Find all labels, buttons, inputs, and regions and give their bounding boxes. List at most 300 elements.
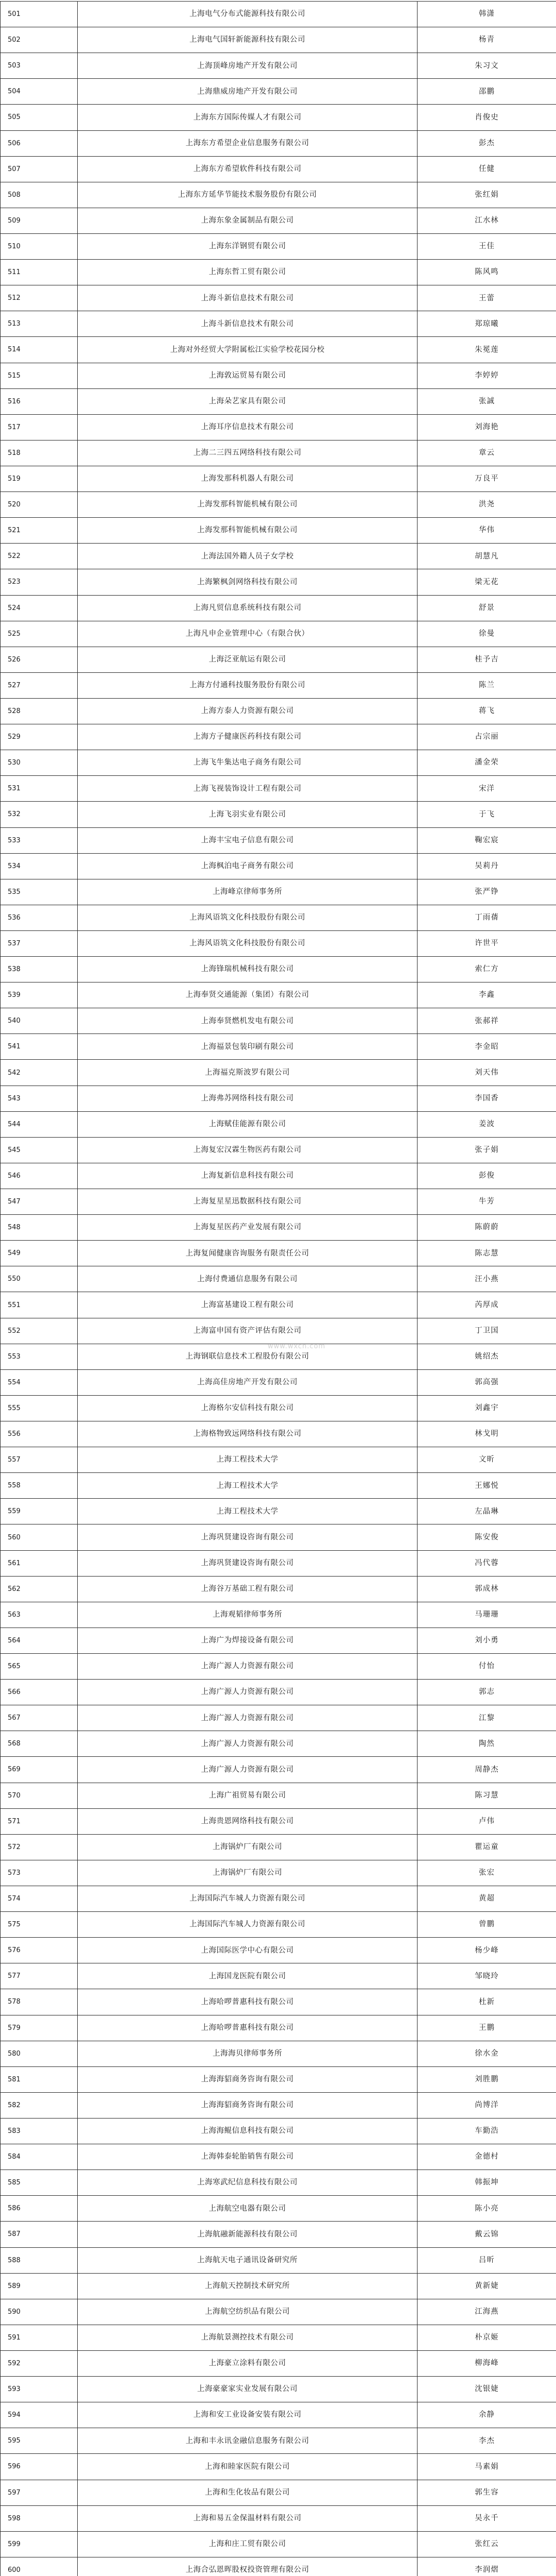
contact-name: 李杰: [418, 2428, 556, 2454]
table-row: [1, 957, 556, 982]
row-number: 582: [1, 2092, 78, 2118]
company-name: 上海哈啰普惠科技有限公司: [78, 2015, 418, 2041]
table-row: [1, 1266, 556, 1292]
company-name: 上海海鲲信息科技有限公司: [78, 2118, 418, 2144]
company-name: 上海观韬律师事务所: [78, 1602, 418, 1628]
table-row: [1, 1524, 556, 1550]
contact-name: 李金昭: [418, 1034, 556, 1060]
row-number: 553: [1, 1344, 78, 1369]
company-name: 上海哈啰普惠科技有限公司: [78, 1989, 418, 2015]
row-number: 589: [1, 2273, 78, 2299]
row-number: 516: [1, 388, 78, 414]
contact-name: 张郝祥: [418, 1008, 556, 1034]
row-number: 600: [1, 2557, 78, 2576]
table-row: [1, 1215, 556, 1241]
table-row: [1, 1731, 556, 1757]
row-number: 550: [1, 1266, 78, 1292]
company-name: 上海复星星迅数据科技有限公司: [78, 1189, 418, 1215]
row-number: 570: [1, 1783, 78, 1808]
table-row: [1, 2454, 556, 2480]
contact-name: 沈银婕: [418, 2377, 556, 2402]
table-row: [1, 1938, 556, 1963]
table-row: [1, 518, 556, 544]
contact-name: 桂予吉: [418, 647, 556, 672]
row-number: 584: [1, 2144, 78, 2170]
row-number: 523: [1, 569, 78, 595]
contact-name: 占宗丽: [418, 724, 556, 750]
contact-name: 王佳: [418, 233, 556, 259]
table-row: [1, 2066, 556, 2092]
company-name: 上海方泰人力资源有限公司: [78, 698, 418, 724]
contact-name: 李润熠: [418, 2557, 556, 2576]
table-row: [1, 388, 556, 414]
row-number: 571: [1, 1808, 78, 1834]
company-name: 上海发那科机器人有限公司: [78, 466, 418, 492]
table-row: [1, 2402, 556, 2428]
company-name: 上海风语筑文化科技股份有限公司: [78, 905, 418, 930]
table-row: [1, 233, 556, 259]
row-number: 503: [1, 53, 78, 79]
row-number: 576: [1, 1938, 78, 1963]
company-name: 上海东方延华节能技术服务股份有限公司: [78, 182, 418, 208]
row-number: 527: [1, 672, 78, 698]
contact-name: 郭成林: [418, 1576, 556, 1602]
contact-name: 戴云锦: [418, 2222, 556, 2247]
company-name: 上海和生化妆品有限公司: [78, 2480, 418, 2505]
table-row: [1, 27, 556, 53]
company-name: 上海锅炉厂有限公司: [78, 1834, 418, 1860]
contact-name: 索仁方: [418, 957, 556, 982]
company-name: 上海二三四五网络科技有限公司: [78, 440, 418, 466]
company-name: 上海寒武纪信息科技有限公司: [78, 2170, 418, 2196]
contact-name: 于飞: [418, 802, 556, 827]
row-number: 560: [1, 1524, 78, 1550]
row-number: 591: [1, 2325, 78, 2350]
table-row: [1, 2273, 556, 2299]
company-name: 上海航空电器有限公司: [78, 2196, 418, 2222]
contact-name: 刘小勇: [418, 1628, 556, 1653]
table-row: [1, 156, 556, 182]
contact-name: 朴京姬: [418, 2325, 556, 2350]
contact-name: 李国香: [418, 1086, 556, 1111]
contact-name: 江海燕: [418, 2299, 556, 2325]
table-row: [1, 1447, 556, 1473]
company-name: 上海谷万基础工程有限公司: [78, 1576, 418, 1602]
table-row: [1, 1369, 556, 1395]
table-row: [1, 930, 556, 956]
contact-name: 舒景: [418, 595, 556, 621]
table-row: [1, 2247, 556, 2273]
table-row: [1, 2222, 556, 2247]
row-number: 539: [1, 982, 78, 1008]
contact-name: 杜新: [418, 1989, 556, 2015]
company-name: 上海斗新信息技术有限公司: [78, 311, 418, 337]
contact-name: 王鹏: [418, 2015, 556, 2041]
table-row: [1, 724, 556, 750]
row-number: 564: [1, 1628, 78, 1653]
table-row: [1, 130, 556, 156]
table-row: [1, 466, 556, 492]
table-row: [1, 285, 556, 311]
company-name: 上海复星医药产业发展有限公司: [78, 1215, 418, 1241]
company-name: 上海和易五金保温材料有限公司: [78, 2505, 418, 2531]
table-row: [1, 2480, 556, 2505]
table-row: [1, 2092, 556, 2118]
contact-name: 江水林: [418, 208, 556, 233]
contact-name: 任健: [418, 156, 556, 182]
table-row: [1, 363, 556, 388]
row-number: 520: [1, 492, 78, 518]
contact-name: 郭志: [418, 1680, 556, 1705]
contact-name: 卢伟: [418, 1808, 556, 1834]
company-name: 上海朵艺家具有限公司: [78, 388, 418, 414]
row-number: 511: [1, 260, 78, 285]
row-number: 502: [1, 27, 78, 53]
contact-name: 韩振坤: [418, 2170, 556, 2196]
table-row: [1, 2350, 556, 2376]
contact-name: 张红云: [418, 2531, 556, 2557]
table-row: [1, 2196, 556, 2222]
row-number: 504: [1, 79, 78, 105]
roster-table: [0, 1, 556, 2576]
company-name: 上海东洋钢贸有限公司: [78, 233, 418, 259]
table-row: [1, 1886, 556, 1911]
company-name: 上海方子健康医药科技有限公司: [78, 724, 418, 750]
company-name: 上海国龙医院有限公司: [78, 1963, 418, 1989]
row-number: 554: [1, 1369, 78, 1395]
company-name: 上海鼎威房地产开发有限公司: [78, 79, 418, 105]
company-name: 上海海貂商务咨询有限公司: [78, 2066, 418, 2092]
contact-name: 柳海峰: [418, 2350, 556, 2376]
table-row: [1, 53, 556, 79]
row-number: 599: [1, 2531, 78, 2557]
contact-name: 周静杰: [418, 1757, 556, 1783]
row-number: 508: [1, 182, 78, 208]
company-name: 上海赋佳能源有限公司: [78, 1111, 418, 1137]
contact-name: 陈安俊: [418, 1524, 556, 1550]
contact-name: 黄超: [418, 1886, 556, 1911]
table-row: [1, 2118, 556, 2144]
contact-name: 李鑫: [418, 982, 556, 1008]
row-number: 578: [1, 1989, 78, 2015]
company-name: 上海国际汽车城人力资源有限公司: [78, 1886, 418, 1911]
table-row: [1, 647, 556, 672]
table-row: [1, 1034, 556, 1060]
row-number: 533: [1, 827, 78, 853]
company-name: 上海电气国轩新能源科技有限公司: [78, 27, 418, 53]
contact-name: 左晶琳: [418, 1499, 556, 1524]
row-number: 522: [1, 544, 78, 569]
contact-name: 鞠宏宸: [418, 827, 556, 853]
row-number: 524: [1, 595, 78, 621]
contact-name: 徐水金: [418, 2041, 556, 2066]
contact-name: 汪小燕: [418, 1266, 556, 1292]
row-number: 515: [1, 363, 78, 388]
company-name: 上海巩贤建设咨询有限公司: [78, 1524, 418, 1550]
company-name: 上海工程技术大学: [78, 1499, 418, 1524]
company-name: 上海飞视装饰设计工程有限公司: [78, 776, 418, 802]
row-number: 565: [1, 1654, 78, 1680]
company-name: 上海福克斯波罗有限公司: [78, 1060, 418, 1086]
row-number: 510: [1, 233, 78, 259]
company-name: 上海奉贤燃机发电有限公司: [78, 1008, 418, 1034]
row-number: 598: [1, 2505, 78, 2531]
row-number: 581: [1, 2066, 78, 2092]
table-row: [1, 1060, 556, 1086]
company-name: 上海复新信息科技有限公司: [78, 1163, 418, 1189]
contact-name: 陶然: [418, 1731, 556, 1757]
company-name: 上海航空纺织品有限公司: [78, 2299, 418, 2325]
contact-name: 邹晓玲: [418, 1963, 556, 1989]
table-row: [1, 1111, 556, 1137]
company-name: 上海豪立涂料有限公司: [78, 2350, 418, 2376]
row-number: 595: [1, 2428, 78, 2454]
table-row: [1, 1137, 556, 1163]
contact-name: 付怡: [418, 1654, 556, 1680]
table-row: [1, 1499, 556, 1524]
contact-name: 彭俊: [418, 1163, 556, 1189]
row-number: 530: [1, 750, 78, 776]
contact-name: 朱冕莲: [418, 337, 556, 363]
row-number: 585: [1, 2170, 78, 2196]
contact-name: 丁卫国: [418, 1318, 556, 1344]
contact-name: 韩潇: [418, 2, 556, 27]
contact-name: 吴莉丹: [418, 853, 556, 879]
row-number: 546: [1, 1163, 78, 1189]
row-number: 518: [1, 440, 78, 466]
table-row: [1, 492, 556, 518]
company-name: 上海风语筑文化科技股份有限公司: [78, 930, 418, 956]
table-row: [1, 1163, 556, 1189]
company-name: 上海广祖贸易有限公司: [78, 1783, 418, 1808]
contact-name: 丁雨蒨: [418, 905, 556, 930]
table-row: [1, 1576, 556, 1602]
row-number: 517: [1, 414, 78, 440]
row-number: 580: [1, 2041, 78, 2066]
contact-name: 陈兰: [418, 672, 556, 698]
row-number: 549: [1, 1241, 78, 1266]
row-number: 566: [1, 1680, 78, 1705]
company-name: 上海锅炉厂有限公司: [78, 1860, 418, 1886]
company-name: 上海奉贤交通能源（集团）有限公司: [78, 982, 418, 1008]
company-name: 上海格尔安信科技有限公司: [78, 1395, 418, 1421]
row-number: 540: [1, 1008, 78, 1034]
contact-name: 许世平: [418, 930, 556, 956]
row-number: 519: [1, 466, 78, 492]
contact-name: 陈习慧: [418, 1783, 556, 1808]
contact-name: 金德村: [418, 2144, 556, 2170]
row-number: 513: [1, 311, 78, 337]
company-name: 上海广源人力资源有限公司: [78, 1654, 418, 1680]
company-name: 上海高佳房地产开发有限公司: [78, 1369, 418, 1395]
table-row: [1, 544, 556, 569]
row-number: 535: [1, 879, 78, 905]
table-row: [1, 1705, 556, 1731]
table-row: [1, 1654, 556, 1680]
company-name: 上海东哲工贸有限公司: [78, 260, 418, 285]
table-row: [1, 2428, 556, 2454]
table-row: [1, 1783, 556, 1808]
row-number: 559: [1, 1499, 78, 1524]
row-number: 536: [1, 905, 78, 930]
contact-name: 牛芳: [418, 1189, 556, 1215]
company-name: 上海繁枫剑网络科技有限公司: [78, 569, 418, 595]
contact-name: 吕昕: [418, 2247, 556, 2273]
table-row: [1, 698, 556, 724]
contact-name: 胡慧凡: [418, 544, 556, 569]
table-row: [1, 802, 556, 827]
contact-name: 杨青: [418, 27, 556, 53]
row-number: 577: [1, 1963, 78, 1989]
roster-sheet: [0, 1, 556, 2576]
table-row: [1, 1628, 556, 1653]
table-row: [1, 1680, 556, 1705]
contact-name: 余静: [418, 2402, 556, 2428]
company-name: 上海和安工业设备安装有限公司: [78, 2402, 418, 2428]
company-name: 上海对外经贸大学附属松江实验学校花园分校: [78, 337, 418, 363]
contact-name: 宋洋: [418, 776, 556, 802]
contact-name: 芮厚成: [418, 1292, 556, 1318]
row-number: 569: [1, 1757, 78, 1783]
row-number: 563: [1, 1602, 78, 1628]
contact-name: 张子娟: [418, 1137, 556, 1163]
contact-name: 曾鹏: [418, 1912, 556, 1938]
watermark: www.wxcn.com: [268, 1343, 326, 1350]
contact-name: 华伟: [418, 518, 556, 544]
contact-name: 徐曼: [418, 621, 556, 647]
row-number: 562: [1, 1576, 78, 1602]
row-number: 512: [1, 285, 78, 311]
table-row: [1, 2505, 556, 2531]
contact-name: 姚绍杰: [418, 1344, 556, 1369]
table-row: [1, 1189, 556, 1215]
company-name: 上海和睦家医院有限公司: [78, 2454, 418, 2480]
table-row: [1, 1008, 556, 1034]
table-row: [1, 569, 556, 595]
contact-name: 林戈明: [418, 1421, 556, 1447]
table-row: [1, 595, 556, 621]
company-name: 上海广源人力资源有限公司: [78, 1705, 418, 1731]
contact-name: 刘海艳: [418, 414, 556, 440]
contact-name: 彭杰: [418, 130, 556, 156]
row-number: 505: [1, 105, 78, 130]
table-row: [1, 1550, 556, 1576]
contact-name: 郭高强: [418, 1369, 556, 1395]
table-row: [1, 1292, 556, 1318]
row-number: 509: [1, 208, 78, 233]
contact-name: 张严铮: [418, 879, 556, 905]
table-row: [1, 879, 556, 905]
row-number: 532: [1, 802, 78, 827]
contact-name: 张誠: [418, 388, 556, 414]
row-number: 541: [1, 1034, 78, 1060]
company-name: 上海付费通信息服务有限公司: [78, 1266, 418, 1292]
row-number: 561: [1, 1550, 78, 1576]
company-name: 上海枫泊电子商务有限公司: [78, 853, 418, 879]
company-name: 上海国际汽车城人力资源有限公司: [78, 1912, 418, 1938]
company-name: 上海格物致远网络科技有限公司: [78, 1421, 418, 1447]
row-number: 514: [1, 337, 78, 363]
row-number: 583: [1, 2118, 78, 2144]
contact-name: 王娜悦: [418, 1473, 556, 1499]
company-name: 上海海贝律师事务所: [78, 2041, 418, 2066]
row-number: 586: [1, 2196, 78, 2222]
row-number: 594: [1, 2402, 78, 2428]
row-number: 574: [1, 1886, 78, 1911]
contact-name: 梁无花: [418, 569, 556, 595]
contact-name: 姜波: [418, 1111, 556, 1137]
contact-name: 李婷婷: [418, 363, 556, 388]
company-name: 上海峰京律师事务所: [78, 879, 418, 905]
row-number: 537: [1, 930, 78, 956]
contact-name: 刘天伟: [418, 1060, 556, 1086]
table-row: [1, 2531, 556, 2557]
table-row: [1, 311, 556, 337]
row-number: 575: [1, 1912, 78, 1938]
row-number: 542: [1, 1060, 78, 1086]
row-number: 526: [1, 647, 78, 672]
contact-name: 张宏: [418, 1860, 556, 1886]
table-row: [1, 105, 556, 130]
row-number: 507: [1, 156, 78, 182]
contact-name: 郑琼曦: [418, 311, 556, 337]
table-row: [1, 905, 556, 930]
contact-name: 洪尧: [418, 492, 556, 518]
company-name: 上海东方希望软件科技有限公司: [78, 156, 418, 182]
company-name: 上海航融新能源科技有限公司: [78, 2222, 418, 2247]
row-number: 501: [1, 2, 78, 27]
company-name: 上海合弘恩晖股权投资管理有限公司: [78, 2557, 418, 2576]
row-number: 556: [1, 1421, 78, 1447]
table-row: [1, 1757, 556, 1783]
contact-name: 江黎: [418, 1705, 556, 1731]
row-number: 573: [1, 1860, 78, 1886]
row-number: 531: [1, 776, 78, 802]
company-name: 上海飞羽实业有限公司: [78, 802, 418, 827]
row-number: 521: [1, 518, 78, 544]
contact-name: 刘鑫宇: [418, 1395, 556, 1421]
table-row: [1, 1241, 556, 1266]
contact-name: 肖俊史: [418, 105, 556, 130]
table-row: [1, 853, 556, 879]
company-name: 上海韩泰轮胎销售有限公司: [78, 2144, 418, 2170]
table-row: [1, 2377, 556, 2402]
company-name: 上海东方国际传媒人才有限公司: [78, 105, 418, 130]
table-row: [1, 827, 556, 853]
table-row: [1, 208, 556, 233]
company-name: 上海发那科智能机械有限公司: [78, 518, 418, 544]
table-row: [1, 621, 556, 647]
company-name: 上海钢联信息技术工程股份有限公司: [78, 1344, 418, 1369]
company-name: 上海敦运贸易有限公司: [78, 363, 418, 388]
company-name: 上海和庄工贸有限公司: [78, 2531, 418, 2557]
company-name: 上海航天电子通讯设备研究所: [78, 2247, 418, 2273]
contact-name: 王蕾: [418, 285, 556, 311]
row-number: 544: [1, 1111, 78, 1137]
table-row: [1, 1963, 556, 1989]
company-name: 上海斗新信息技术有限公司: [78, 285, 418, 311]
table-row: [1, 1473, 556, 1499]
table-row: [1, 1989, 556, 2015]
company-name: 上海顶峰房地产开发有限公司: [78, 53, 418, 79]
table-row: [1, 2, 556, 27]
table-row: [1, 2041, 556, 2066]
table-row: [1, 1602, 556, 1628]
table-row: [1, 182, 556, 208]
table-row: [1, 2325, 556, 2350]
table-row: [1, 79, 556, 105]
contact-name: 尚博洋: [418, 2092, 556, 2118]
